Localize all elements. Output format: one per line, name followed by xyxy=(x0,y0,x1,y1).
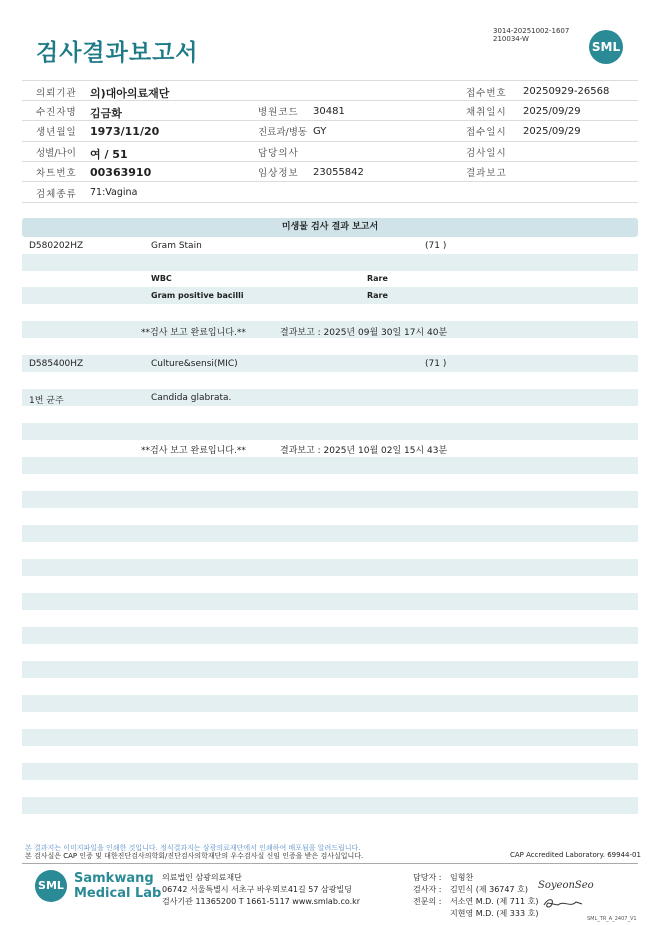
name-value: 김금화 xyxy=(90,107,122,120)
table-row xyxy=(22,559,638,576)
hospital-code-value: 30481 xyxy=(313,106,345,117)
specialist-1: 서소연 M.D. (제 711 호) xyxy=(450,897,539,906)
collect-date-value: 2025/09/29 xyxy=(523,106,581,117)
page-title: 검사결과보고서 xyxy=(36,40,199,66)
specialist-2: 지현영 M.D. (제 333 호) xyxy=(450,909,539,918)
test2-specimen: (71 ) xyxy=(425,359,447,369)
collect-date-label: 채취일시 xyxy=(466,107,507,118)
chart-no-label: 차트번호 xyxy=(36,168,77,179)
report-timestamp: 결과보고 : 2025년 10월 02일 15시 43분 xyxy=(280,446,448,456)
doctor-label: 담당의사 xyxy=(258,148,299,159)
divider xyxy=(22,161,638,162)
table-row xyxy=(22,797,638,814)
divider xyxy=(22,202,638,203)
org-address: 06742 서울특별시 서초구 바우뫼로41길 57 삼광빌딩 xyxy=(162,885,352,894)
divider xyxy=(22,100,638,101)
strain-label: 1번 균주 xyxy=(29,396,64,406)
table-row xyxy=(22,729,638,746)
table-row xyxy=(22,695,638,712)
name-label: 수진자명 xyxy=(36,107,77,118)
dob-label: 생년월일 xyxy=(36,127,77,138)
print-notice: 본 결과지는 이미지파일을 인쇄한 것입니다. 정식결과지는 삼광의료재단에서 인쇄하여 배포됨을 알려드립니다. xyxy=(25,844,361,852)
test-date-label: 검사일시 xyxy=(466,148,507,159)
org-contact: 검사기관 11365200 T 1661-5117 www.smlab.co.kr xyxy=(162,897,361,906)
clinical-value: 23055842 xyxy=(313,167,364,178)
org-name: 의료법인 삼광의료재단 xyxy=(162,873,242,882)
chart-no-value: 00363910 xyxy=(90,166,152,179)
hospital-code-label: 병원코드 xyxy=(258,107,299,118)
test2-code: D585400HZ xyxy=(29,359,84,369)
table-row xyxy=(22,457,638,474)
institution-label: 의뢰기관 xyxy=(36,88,77,99)
test1-specimen: (71 ) xyxy=(425,241,447,251)
report-label: 결과보고 xyxy=(466,168,507,179)
strain-value: Candida glabrata. xyxy=(151,393,232,403)
report-timestamp: 결과보고 : 2025년 09월 30일 17시 40분 xyxy=(280,328,448,338)
table-row xyxy=(22,627,638,644)
signature-2 xyxy=(540,896,586,910)
sex-age-label: 성별/나이 xyxy=(36,148,76,159)
dept-value: GY xyxy=(313,126,327,137)
table-row xyxy=(22,423,638,440)
report-complete-note: **검사 보고 완료입니다.** xyxy=(141,328,246,338)
report-complete-note: **검사 보고 완료입니다.** xyxy=(141,446,246,456)
institution-value: 의)대아의료재단 xyxy=(90,87,170,100)
certification-note: 본 검사실은 CAP 인증 및 대한진단검사의학회/진단검사의학재단의 우수검사실 신임 인증을 받은 검사실입니다. xyxy=(25,852,364,860)
table-row xyxy=(22,525,638,542)
dob-value: 1973/11/20 xyxy=(90,125,160,138)
divider xyxy=(22,80,638,81)
manager-value: 임형찬 xyxy=(450,873,474,882)
receipt-date-label: 접수일시 xyxy=(466,127,507,138)
brand-name: Samkwang Medical Lab xyxy=(74,871,162,901)
manager-label: 담당자 : xyxy=(413,873,442,882)
footer-divider xyxy=(22,863,638,864)
table-row xyxy=(22,661,638,678)
table-row xyxy=(22,491,638,508)
divider xyxy=(22,181,638,182)
form-code: SML_TR_A_2407_V1 xyxy=(587,916,637,922)
results-section-header: 미생물 검사 결과 보고서 xyxy=(22,218,638,237)
dept-label: 진료과/병동 xyxy=(258,127,308,138)
table-row xyxy=(22,593,638,610)
divider xyxy=(22,141,638,142)
specimen-label: 검체종류 xyxy=(36,189,77,200)
receipt-date-value: 2025/09/29 xyxy=(523,126,581,137)
document-number: 3014-20251002-1607 210034-W xyxy=(493,27,570,43)
table-row xyxy=(22,389,638,406)
table-row xyxy=(22,287,638,304)
wbc-label: WBC xyxy=(151,274,172,283)
receipt-no-label: 접수번호 xyxy=(466,88,507,99)
gpb-label: Gram positive bacilli xyxy=(151,291,244,300)
clinical-label: 임상정보 xyxy=(258,168,299,179)
sml-logo: SML xyxy=(589,30,623,64)
test1-name: Gram Stain xyxy=(151,241,202,251)
test1-code: D580202HZ xyxy=(29,241,84,251)
wbc-value: Rare xyxy=(367,274,388,283)
table-row xyxy=(22,763,638,780)
cap-accreditation: CAP Accredited Laboratory. 69944-01 xyxy=(510,851,641,859)
specimen-value: 71:Vagina xyxy=(90,187,138,198)
receipt-no-value: 20250929-26568 xyxy=(523,86,610,97)
sml-footer-logo: SML xyxy=(35,870,67,902)
signature-1: SoyeonSeo xyxy=(538,880,594,891)
table-row xyxy=(22,254,638,271)
sex-age-value: 여 / 51 xyxy=(90,148,128,161)
table-row xyxy=(22,355,638,372)
test2-name: Culture&sensi(MIC) xyxy=(151,359,238,369)
tester-label: 검사자 : xyxy=(413,885,442,894)
specialist-label: 전문의 : xyxy=(413,897,442,906)
gpb-value: Rare xyxy=(367,291,388,300)
tester-value: 김민식 (제 36747 호) xyxy=(450,885,528,894)
divider xyxy=(22,120,638,121)
